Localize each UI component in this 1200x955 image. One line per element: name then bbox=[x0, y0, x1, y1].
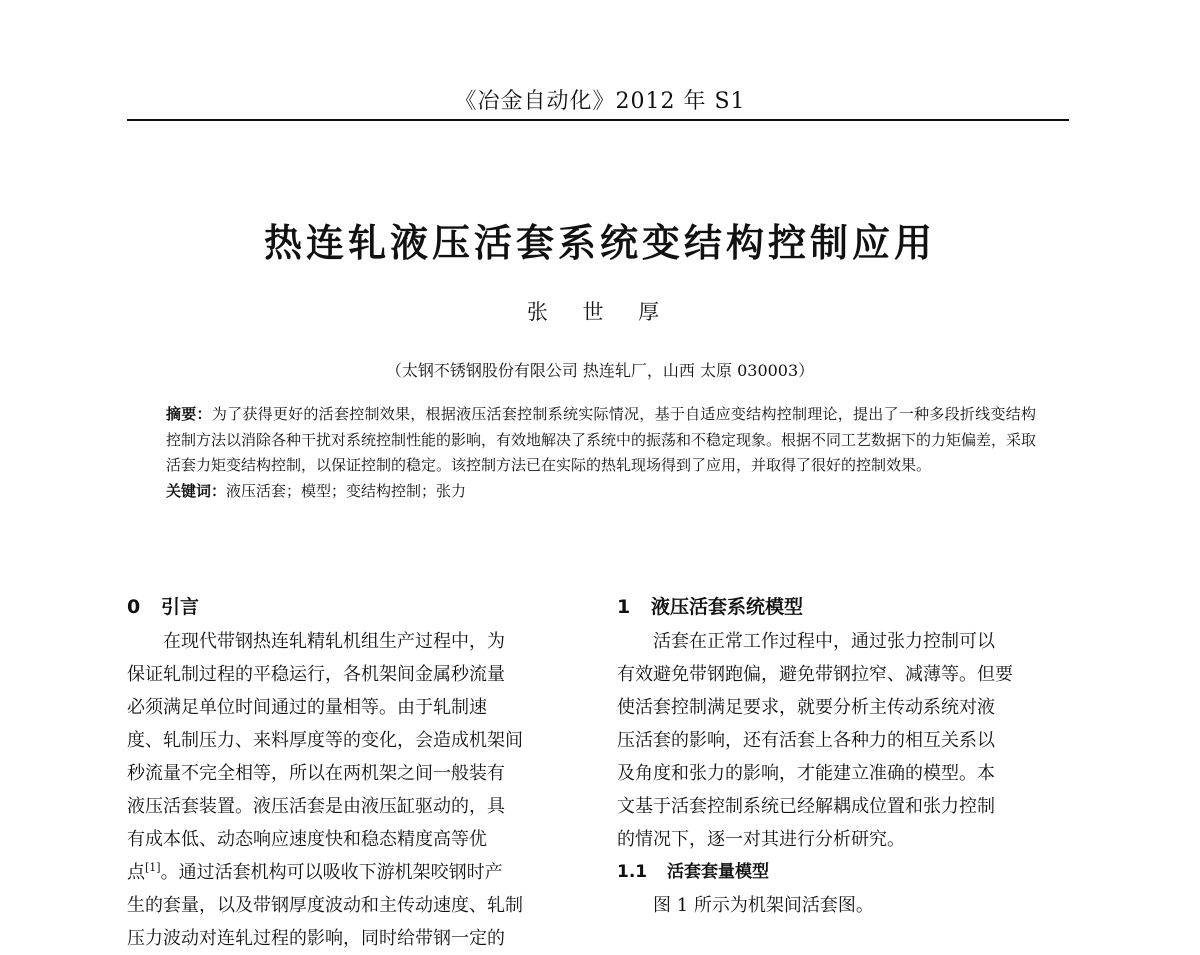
right-column bbox=[617, 592, 1067, 922]
text-line: 液压活套装置。液压活套是由液压缸驱动的，具 bbox=[127, 796, 505, 817]
keywords-text: 液压活套；模型；变结构控制；张力 bbox=[226, 481, 467, 500]
model-section-text bbox=[617, 625, 1067, 856]
text-line: 及角度和张力的影响，才能建立准确的模型。本 bbox=[617, 763, 995, 784]
section-title: 液压活套系统模型 bbox=[651, 596, 804, 618]
header-rule bbox=[127, 119, 1069, 121]
abstract-block bbox=[166, 402, 1036, 504]
text-line: 必须满足单位时间通过的量相等。由于轧制速 bbox=[127, 697, 487, 718]
text-line: 压力波动对连轧过程的影响，同时给带钢一定的 bbox=[127, 928, 505, 949]
text-line: 的情况下，逐一对其进行分析研究。 bbox=[617, 829, 905, 850]
abstract-label: 摘要： bbox=[166, 405, 212, 423]
text-line: 保证轧制过程的平稳运行，各机架间金属秒流量 bbox=[127, 664, 505, 685]
subsection-heading-loop-volume bbox=[617, 856, 1067, 889]
figure-reference-text: 图 1 所示为机架间活套图。 bbox=[653, 895, 874, 916]
left-column bbox=[127, 592, 577, 955]
section-heading-model bbox=[617, 592, 1067, 625]
section-title: 引言 bbox=[161, 596, 200, 618]
running-header: 《冶金自动化》2012 年 S1 bbox=[454, 89, 746, 114]
abstract-text: 为了获得更好的活套控制效果，根据液压活套控制系统实际情况，基于自适应变结构控制理论，提出了一种多段折线变结构控制方法以消除各种干扰对系统控制性能的影响，有效地解决了系统中的振荡和不稳定现象。根据不同工艺数据下的力矩偏差，采取活套力矩变结构控制，以保证控制的稳定。该控制方法已在实际的热轧现场得到了应用，并取得了很好的控制效果。 bbox=[166, 405, 1037, 474]
author-name: 张 世 厚 bbox=[526, 300, 674, 324]
subsection-number: 1.1 bbox=[617, 862, 648, 882]
text-fragment: 。通过活套机构可以吸收下游机架咬钢时产 bbox=[160, 862, 503, 883]
text-line: 压活套的影响，还有活套上各种力的相互关系以 bbox=[617, 730, 995, 751]
paper-title: 热连轧液压活套系统变结构控制应用 bbox=[263, 221, 936, 265]
introduction-text bbox=[127, 625, 577, 955]
text-fragment: 点 bbox=[127, 862, 145, 883]
section-heading-introduction bbox=[127, 592, 577, 625]
text-line: 度、轧制压力、来料厚度等的变化，会造成机架间 bbox=[127, 730, 523, 751]
text-line: 有效避免带钢跑偏，避免带钢拉窄、减薄等。但要 bbox=[617, 664, 1013, 685]
citation-ref[interactable]: [1] bbox=[145, 861, 161, 874]
keywords-line bbox=[166, 479, 1036, 505]
text-line: 在现代带钢热连轧精轧机组生产过程中，为 bbox=[163, 631, 505, 652]
text-line: 秒流量不完全相等，所以在两机架之间一般装有 bbox=[127, 763, 505, 784]
text-line: 有成本低、动态响应速度快和稳态精度高等优 bbox=[127, 829, 487, 850]
section-number: 1 bbox=[617, 596, 631, 618]
author-affiliation: （太钢不锈钢股份有限公司 热连轧厂，山西 太原 030003） bbox=[385, 361, 815, 380]
abstract-paragraph bbox=[166, 402, 1036, 479]
text-line: 文基于活套控制系统已经解耦成位置和张力控制 bbox=[617, 796, 995, 817]
text-line: 活套在正常工作过程中，通过张力控制可以 bbox=[653, 631, 995, 652]
subsection-title: 活套套量模型 bbox=[667, 862, 769, 882]
text-line: 生的套量，以及带钢厚度波动和主传动速度、轧制 bbox=[127, 895, 523, 916]
text-line: 使活套控制满足要求，就要分析主传动系统对液 bbox=[617, 697, 995, 718]
text-line-with-citation bbox=[127, 856, 577, 889]
section-number: 0 bbox=[127, 596, 141, 618]
keywords-label: 关键词： bbox=[166, 481, 227, 500]
